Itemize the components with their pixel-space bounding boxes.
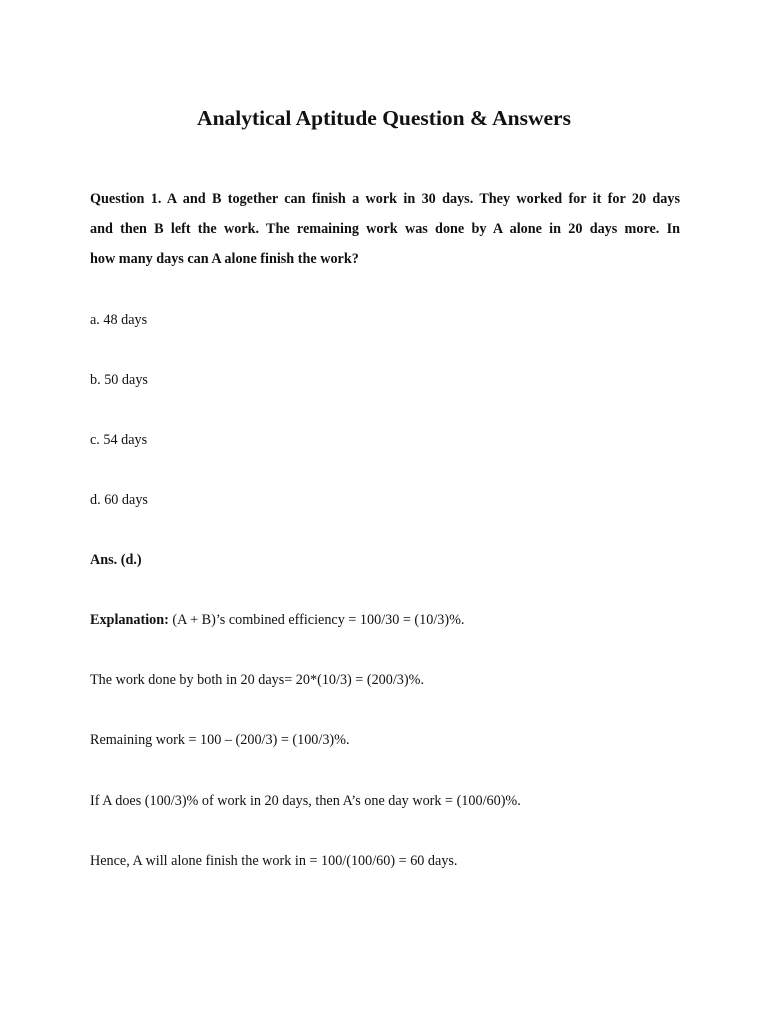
explanation-line-1 bbox=[90, 605, 464, 635]
option-c: c. 54 days bbox=[90, 432, 148, 448]
document-title: Analytical Aptitude Question & Answers bbox=[197, 106, 571, 130]
question-text bbox=[90, 184, 680, 274]
question-line-1: Question 1. A and B together can finish a work in 30 days. They worked for it for 20 days bbox=[90, 191, 680, 207]
option-a: a. 48 days bbox=[90, 312, 148, 328]
explanation-first-text: (A + B)’s combined efficiency = 100/30 = (10/3)%. bbox=[168, 612, 465, 628]
answer-text: Ans. (d.) bbox=[90, 552, 142, 568]
question-line-3: how many days can A alone finish the work? bbox=[90, 251, 359, 267]
option-b: b. 50 days bbox=[90, 372, 148, 388]
explanation-line-3: Remaining work = 100 – (200/3) = (100/3)%. bbox=[90, 732, 350, 748]
question-line-2: and then B left the work. The remaining work was done by A alone in 20 days more. In bbox=[90, 221, 680, 237]
option-d: d. 60 days bbox=[90, 492, 148, 508]
explanation-line-2: The work done by both in 20 days= 20*(10/3) = (200/3)%. bbox=[90, 672, 424, 688]
explanation-line-4: If A does (100/3)% of work in 20 days, then A’s one day work = (100/60)%. bbox=[90, 793, 521, 809]
explanation-line-5: Hence, A will alone finish the work in = 100/(100/60) = 60 days. bbox=[90, 853, 458, 869]
explanation-label: Explanation: bbox=[90, 612, 169, 628]
